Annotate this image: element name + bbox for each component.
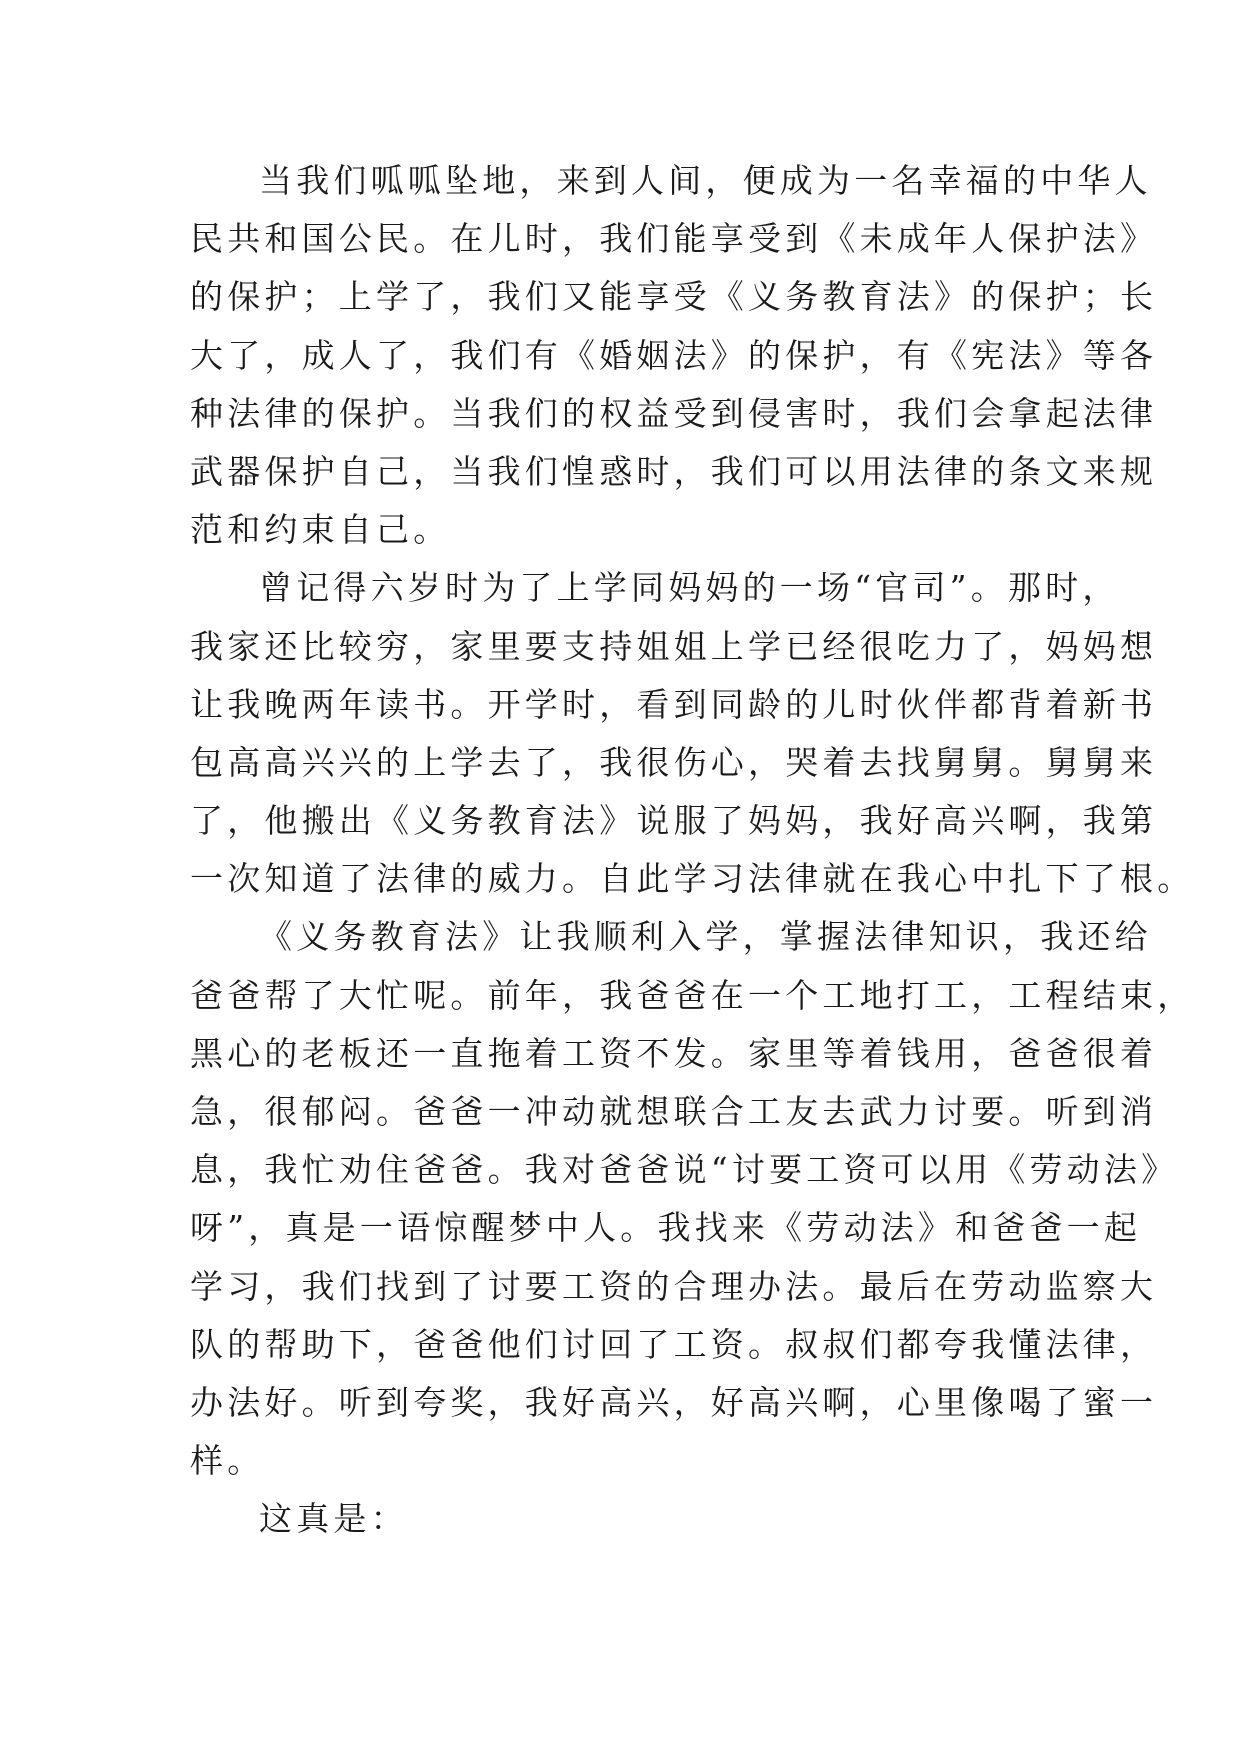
paragraph-3-line-10: 样。 [190,1441,265,1481]
paragraph-2-line-3: 让我晚两年读书。开学时，看到同龄的儿时伙伴都背着新书 [190,684,1158,724]
paragraph-2-line-5: 了，他搬出《义务教育法》说服了妈妈，我好高兴啊，我第 [190,801,1158,841]
paragraph-1-line-1: 当我们呱呱坠地，来到人间，便成为一名幸福的中华人 [259,161,1152,200]
paragraph-2-line-1: 曾记得六岁时为了上学同妈妈的一场“官司”。那时， [259,568,1120,608]
paragraph-2-line-6: 一次知道了法律的威力。自此学习法律就在我心中扎下了根。 [190,859,1195,899]
paragraph-1-line-2: 民共和国公民。在儿时，我们能享受到《未成年人保护法》 [190,219,1158,259]
paragraph-3-line-5: 息，我忙劝住爸爸。我对爸爸说“讨要工资可以用《劳动法》 [190,1150,1179,1190]
paragraph-3-line-3: 黑心的老板还一直拖着工资不发。家里等着钱用，爸爸很着 [190,1033,1158,1073]
paragraph-3-line-4: 急，很郁闷。爸爸一冲动就想联合工友去武力讨要。听到消 [190,1092,1158,1131]
paragraph-3-line-8: 队的帮助下，爸爸他们讨回了工资。叔叔们都夸我懂法律， [190,1324,1158,1364]
paragraph-1-line-6: 武器保护自己，当我们惶惑时，我们可以用法律的条文来规 [190,451,1158,491]
paragraph-3-line-1: 《义务教育法》让我顺利入学，掌握法律知识，我还给 [259,917,1152,957]
paragraph-1-line-7: 范和约束自己。 [190,510,451,550]
paragraph-4-line-1: 这真是： [259,1499,408,1539]
paragraph-1-line-3: 的保护；上学了，我们又能享受《义务教育法》的保护；长 [190,277,1158,317]
paragraph-3-line-9: 办法好。听到夸奖，我好高兴，好高兴啊，心里像喝了蜜一 [190,1382,1158,1422]
paragraph-3-line-7: 学习，我们找到了讨要工资的合理办法。最后在劳动监察大 [190,1266,1158,1306]
paragraph-2-line-4: 包高高兴兴的上学去了，我很伤心，哭着去找舅舅。舅舅来 [190,742,1158,782]
paragraph-2-line-2: 我家还比较穷，家里要支持姐姐上学已经很吃力了，妈妈想 [190,626,1158,666]
paragraph-3-line-6: 呀”，真是一语惊醒梦中人。我找来《劳动法》和爸爸一起 [190,1208,1142,1248]
paragraph-3-line-2: 爸爸帮了大忙呢。前年，我爸爸在一个工地打工，工程结束， [190,975,1195,1015]
paragraph-1-line-5: 种法律的保护。当我们的权益受到侵害时，我们会拿起法律 [190,393,1158,433]
paragraph-1-line-4: 大了，成人了，我们有《婚姻法》的保护，有《宪法》等各 [190,335,1158,375]
body-text [190,152,1195,1549]
